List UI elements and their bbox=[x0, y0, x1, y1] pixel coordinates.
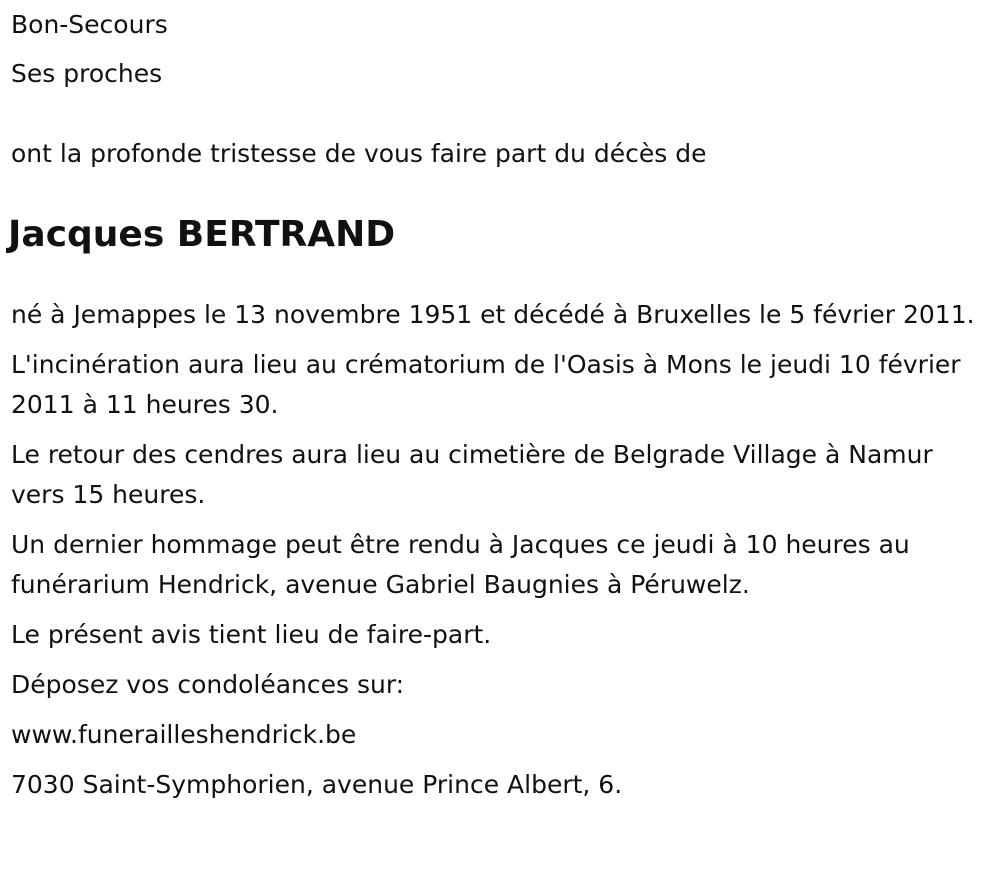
notice-statement: Le présent avis tient lieu de faire-part. bbox=[11, 620, 492, 649]
birth-death-paragraph: né à Jemappes le 13 novembre 1951 et décédé à Bruxelles le 5 février 2011. bbox=[11, 300, 975, 329]
header-family: Ses proches bbox=[11, 59, 163, 88]
cremation-paragraph: L'incinération aura lieu au crématorium de l'Oasis à Mons le jeudi 10 février 2011 à 11 heures 30. bbox=[11, 350, 961, 419]
condolences-label: Déposez vos condoléances sur: bbox=[11, 670, 405, 699]
tribute-paragraph: Un dernier hommage peut être rendu à Jacques ce jeudi à 10 heures au funérarium Hendrick, avenue Gabriel Baugnies à Péruwelz. bbox=[11, 530, 910, 599]
deceased-name: Jacques BERTRAND bbox=[8, 214, 396, 255]
header-location: Bon-Secours bbox=[11, 10, 168, 39]
intro-text: ont la profonde tristesse de vous faire part du décès de bbox=[11, 139, 707, 168]
funeral-home-address: 7030 Saint-Symphorien, avenue Prince Albert, 6. bbox=[11, 770, 623, 799]
ashes-paragraph: Le retour des cendres aura lieu au cimetière de Belgrade Village à Namur vers 15 heures. bbox=[11, 440, 933, 509]
condolences-url[interactable]: www.funerailleshendrick.be bbox=[11, 720, 357, 749]
